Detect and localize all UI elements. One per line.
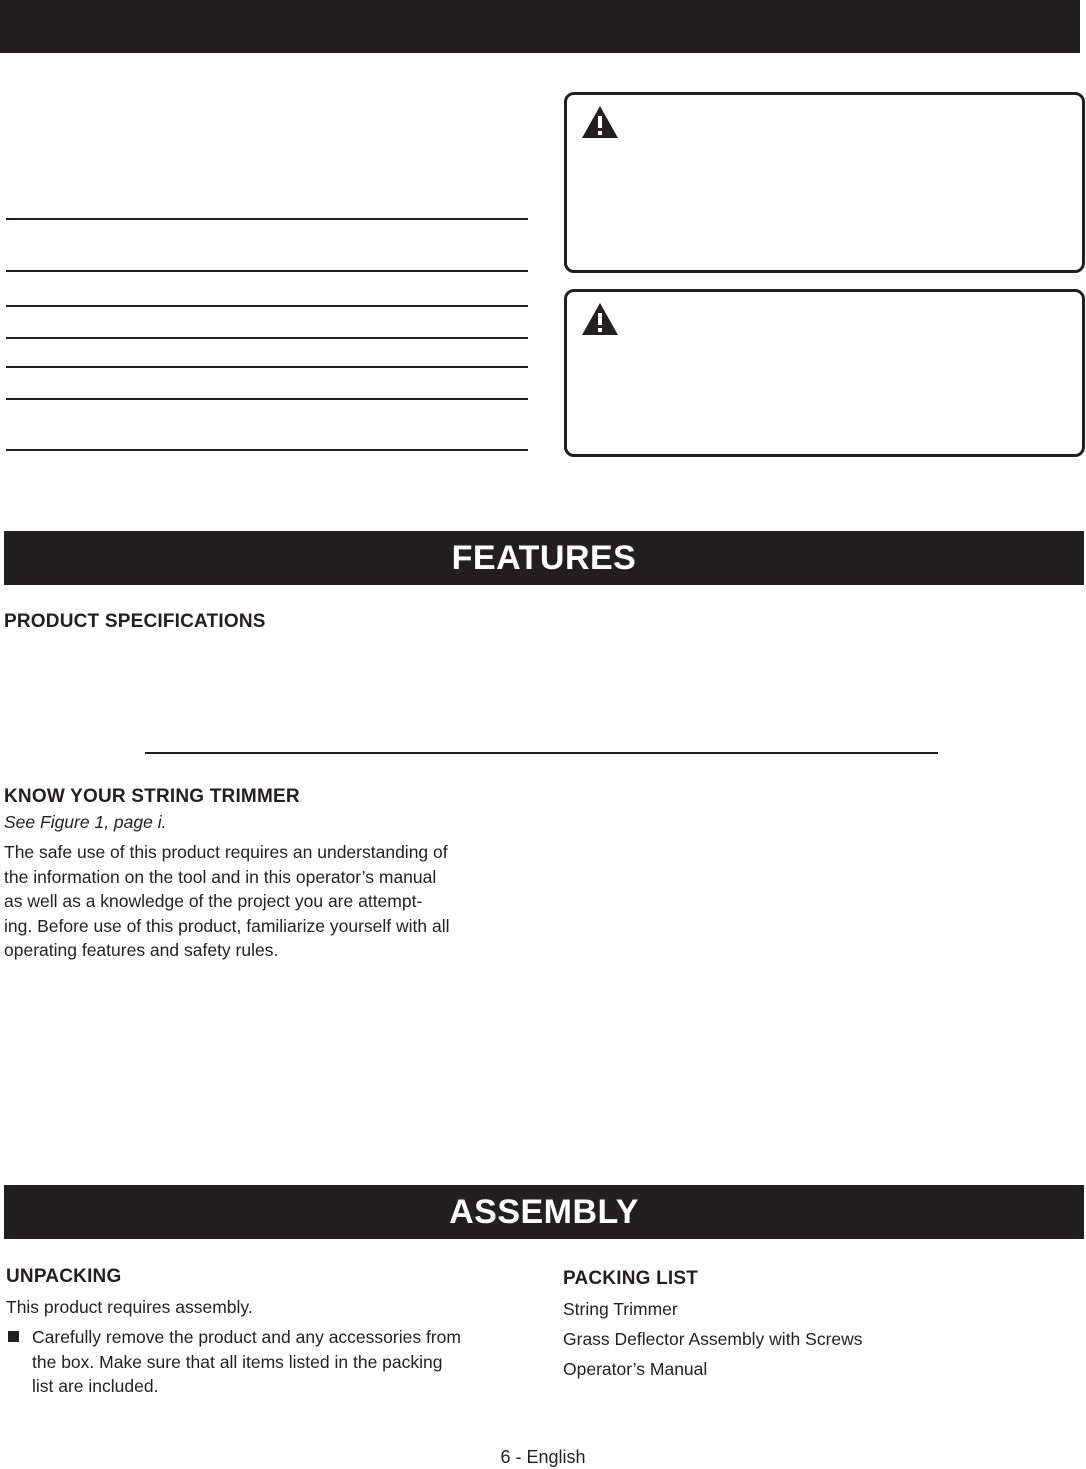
table-rule <box>6 270 528 272</box>
section-divider <box>145 752 938 754</box>
packing-list-item: Operator’s Manual <box>563 1359 708 1379</box>
warning-triangle-icon <box>581 302 619 336</box>
table-rule <box>6 398 528 400</box>
warning-triangle-icon <box>581 105 619 139</box>
paragraph-line: the information on the tool and in this operator’s manual <box>4 866 437 887</box>
packing-list-item: String Trimmer <box>563 1299 678 1319</box>
paragraph-line: the box. Make sure that all items listed in the packing <box>32 1351 443 1372</box>
bullet-square-icon <box>8 1331 19 1342</box>
unpacking-intro: This product requires assembly. <box>6 1297 253 1317</box>
paragraph-line: Carefully remove the product and any accessories from <box>32 1327 461 1347</box>
table-rule <box>6 449 528 451</box>
unpacking-bullet-text <box>32 1325 542 1399</box>
packing-list-item: Grass Deflector Assembly with Screws <box>563 1329 863 1349</box>
paragraph-line: The safe use of this product requires an understanding of <box>4 842 448 862</box>
paragraph-line: ing. Before use of this product, familiarize yourself with all <box>4 915 450 936</box>
page-number: 6 - English <box>500 1447 586 1467</box>
paragraph-line: list are included. <box>32 1376 159 1396</box>
table-rule <box>6 305 528 307</box>
know-your-trimmer-text <box>4 840 544 963</box>
warning-box <box>564 92 1085 273</box>
figure-reference: See Figure 1, page i. <box>4 812 167 832</box>
paragraph-line: as well as a knowledge of the project you are attempt- <box>4 891 423 911</box>
header-bar <box>0 0 1080 53</box>
know-your-trimmer-heading: KNOW YOUR STRING TRIMMER <box>4 786 300 807</box>
unpacking-heading: UNPACKING <box>6 1266 122 1287</box>
table-rule <box>6 337 528 339</box>
features-section-title: FEATURES <box>4 531 1084 585</box>
assembly-section-title: ASSEMBLY <box>4 1185 1084 1239</box>
warning-box <box>564 289 1085 457</box>
table-rule <box>6 366 528 368</box>
packing-list-heading: PACKING LIST <box>563 1268 699 1289</box>
product-specifications-heading: PRODUCT SPECIFICATIONS <box>4 611 266 632</box>
paragraph-line: operating features and safety rules. <box>4 940 279 960</box>
table-rule <box>6 218 528 220</box>
